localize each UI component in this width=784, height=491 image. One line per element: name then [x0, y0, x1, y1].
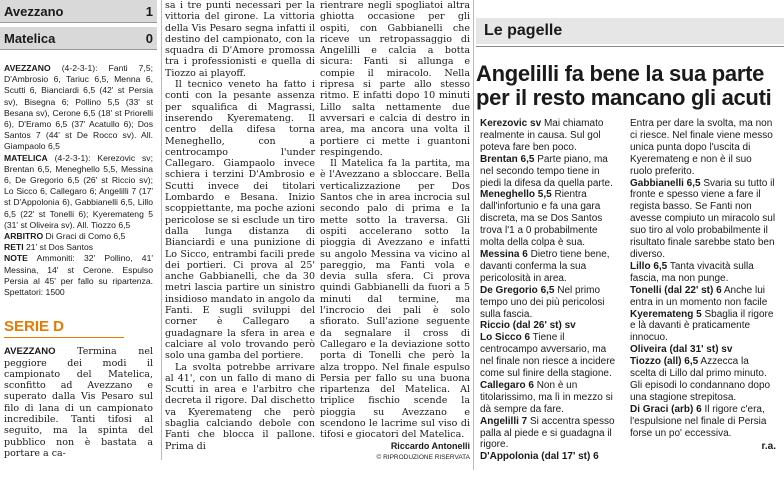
player-rating [630, 285, 776, 309]
player-name-rating: Riccio (dal 26' st) sv [480, 320, 576, 332]
article-paragraph: rientrare negli spogliatoi altra ghiotta occasione per gli ospiti, con Gabbianelli che riceve un retropassaggio di Angelilli e calcia a botta sicura: Fanti si allunga e compie il miracolo. Nella ripresa si parte allo stesso ritmo. E infatti dopo 10 minuti Lillo salta nettamente due avversari e calcia di destro in area, ma ancora una volta il portiere ci mette i guantoni respingendo. [320, 0, 470, 158]
lineup-home-head: AVEZZANO [4, 63, 51, 73]
player-rating [630, 261, 776, 285]
home-score: 1 [145, 4, 153, 19]
pagelle-header [476, 18, 784, 44]
divider [476, 46, 784, 47]
copyright-notice: © RIPRODUZIONE RISERVATA [376, 453, 470, 461]
article-dateline: AVEZZANO [4, 346, 56, 358]
player-name-rating: De Gregorio 6,5 [480, 284, 555, 296]
score-row-away [0, 23, 157, 50]
player-name-rating: Tiozzo (all) 6,5 [630, 356, 699, 368]
player-comment: Nel primo tempo uno dei più pericolosi sulla fascia. [480, 284, 605, 320]
away-score: 0 [145, 31, 153, 46]
player-name-rating: Kerezovic sv [480, 118, 542, 129]
player-rating [630, 356, 776, 404]
player-name-rating: Angelilli 7 [480, 415, 528, 427]
pagelle-initials: r.a. [761, 441, 776, 453]
pagelle-title: Le pagelle [484, 22, 563, 39]
player-name-rating: Lo Sicco 6 [480, 332, 531, 344]
player-rating [480, 189, 622, 249]
section-label: SERIE D [4, 318, 124, 338]
player-rating [480, 451, 622, 463]
player-comment: Si accentra spesso palla al piede e si guadagna il rigore. [480, 415, 615, 451]
article-column-2 [165, 0, 315, 452]
player-name-rating: Lillo 6,5 [630, 260, 668, 272]
article-lead: Termina nel peggiore dei modi il campionato del Matelica, sconfitto ad Avezzano e superato dalla Vis Pesaro sul filo di lana di un campionato incredibile. Tanti tifosi al seguito, ma la spinta del pubblico non è bastata a portare a ca- [4, 346, 153, 459]
notes-head: NOTE [4, 253, 28, 264]
goals: 21' st Dos Santos [25, 242, 94, 253]
player-comment: Non è un titolarissimo, ma lì in mezzo si dà sempre da fare. [480, 379, 613, 415]
tabellino-column [0, 0, 157, 459]
home-team: Avezzano [4, 4, 64, 19]
player-rating [480, 320, 622, 332]
player-rating [480, 332, 622, 380]
player-rating [630, 344, 776, 356]
article-paragraph: La svolta potrebbe arrivare al 41', con un fallo di mano di Scutti in area e l'arbitro che decreta il rigore. Dal dischetto va Kyeremateng che però sbaglia calciando debole con Fanti che blocca il pallone. Prima di [165, 361, 315, 452]
player-comment: Parte piano, ma nel secondo tempo tiene in piedi la difesa da quella parte. [480, 153, 613, 189]
player-rating [480, 380, 622, 416]
player-name-rating: Oliveira (dal 31' st) sv [630, 344, 733, 356]
away-team: Matelica [4, 31, 56, 46]
player-rating [480, 118, 622, 154]
player-comment: Svaria su tutto il fronte e spesso viene a fare il regista basso. Se Fanti non avesse compiuto un miracolo sul suo tiro al volo probabilmente il risultato finale sarebbe stato ben diverso. [630, 177, 776, 260]
player-comment: Dietro tiene bene, davanti conferma la sua pericolosità in area. [480, 248, 610, 284]
player-name-rating: Messina 6 [480, 248, 528, 260]
player-name-rating: Brentan 6,5 [480, 153, 535, 165]
article-column-3 [320, 0, 470, 463]
player-rating [480, 249, 622, 285]
player-comment: Azzecca la scelta di Lillo dal primo minuto. Gli episodi lo condannano dopo una stagione strepitosa. [630, 356, 771, 403]
article-paragraph: Il tecnico veneto ha fatto i conti con la pesante assenza per squalifica di Magrassi, inserendo Kyeremateng. Il centro della difesa torna Meneghello, con a centrocampo l'under Callegaro. Giampaolo invece schiera i terzini D'Ambrosio e Scutti invece dei titolari Lombardo e Besana. Inizio scoppiettante, ma poche azioni pericolose se si esclude un tiro dalla lunga distanza di Bianciardi e una punizione di Lo Sicco, entrambi facili prede dei portieri. Ci prova al 25' anche Gabbianelli, che da 30 metri lascia partire un sinistro insidioso mandato in angolo da Fanti. E sugli sviluppi del corner è Callegaro a guadagnare la sfera in area e calciare al volo trovando però solo una gamba del portiere. [165, 79, 315, 362]
notes: Ammoniti: 32' Pollino, 41' Messina, 14' st Cerone. Espulso Persia al 45' per fallo su ripartenza. Spettatori: 1500 [4, 253, 153, 298]
lineup-away-head: MATELICA [4, 152, 48, 163]
lineup-text [0, 60, 157, 298]
player-comment: Il rigore c'era, l'espulsione nel finale di Persia forse un po' eccessiva. [630, 403, 767, 439]
player-rating [630, 178, 776, 261]
player-rating [480, 285, 622, 321]
player-name-rating: Callegaro 6 [480, 379, 534, 391]
pagelle-headline: Angelilli fa bene la sua parte per il resto mancano gli acuti [476, 61, 772, 110]
player-rating [630, 309, 776, 345]
article-paragraph: Il Matelica fa la partita, ma è l'Avezzano a sbloccare. Bella verticalizzazione per Dos Santos che in area incrocia sul secondo palo di prima e la mette sotto la traversa. Gli ospiti accelerano sotto la pioggia di Avezzano e infatti su angolo Messina va vicino al pareggio, ma Fanti vola e devia sulla sfera. Ci prova quindi Gabbianelli da fuori a 5 minuti dal termine, ma l'incrocio dei pali è solo sfiorato. Sull'azione seguente da segnalare il cross di Callegaro e la deviazione sotto porta di Tonelli che però la alza troppo. Nel finale espulso Persia per fallo su una buona ripartenza del Matelica. Al triplice fischio scende la pioggia su Avezzano e scendono le lacrime sul viso di tifosi e giocatori del Matelica. [320, 158, 470, 441]
player-comment: Sbaglia il rigore e là davanti è praticamente innocuo. [630, 308, 774, 344]
referee-head: ARBITRO [4, 231, 44, 242]
player-name-rating: Tonelli (dal 22' st) 6 [630, 284, 722, 296]
player-name-rating: Kyeremateng 5 [630, 308, 702, 320]
player-comment: Tiene il centrocampo avversario, ma nel finale non riesce a incidere come sul finire della stagione. [480, 332, 616, 380]
pagelle-left-column [480, 118, 622, 463]
column-divider [473, 0, 474, 470]
player-name-rating: Di Graci (arb) 6 [630, 403, 702, 415]
player-rating [480, 416, 622, 452]
player-rating [630, 404, 776, 440]
author-signature: Riccardo Antonelli [390, 440, 470, 451]
lineup-away: (4-2-3-1): Kerezovic sv; Brentan 6,5, Meneghello 5,5, Messina 6, De Gregorio 6,5 (26' st Riccio sv); Lo Sicco 6, Callegaro 6; Angelilli 7 (17' st D'Appolonia 6), Gabbianelli 6,5, Lillo 6,5 (22' st Tonelli 6); Kyeremateng 5 (31' st Oliveira sv). All. Tiozzo 6,5 [4, 152, 153, 230]
player-comment: Tanta vivacità sulla fascia, ma non punge. [630, 260, 754, 284]
player-rating [480, 154, 622, 190]
lineup-home: (4-2-3-1): Fanti 7,5; D'Ambrosio 6, Tariuc 6,5, Menna 6, Scutti 6, Bianciardi 6,5 (42' st Persia sv), Bisegna 6; Pollino 5,5 (33' st Besana sv), Cerone 6,5 (18' st Priorelli 6), D'Eramo 6,5 (37' Acatullo 6); Dos Santos 7 (44' st De Rocco sv). All. Giampaolo 6,5 [4, 63, 154, 152]
player-comment: Mai chiamato realmente in causa. Sul gol poteva fare ben poco. [480, 118, 604, 153]
score-row-home [0, 0, 157, 23]
player-name-rating: Gabbianelli 6,5 [630, 177, 701, 189]
referee: Di Graci di Como 6,5 [45, 231, 126, 242]
goals-head: RETI [4, 242, 24, 253]
player-comment: Anche lui entra in un momento non facile [630, 284, 768, 308]
pagelle-right-column [630, 118, 776, 453]
article-column-1 [0, 338, 157, 459]
column-divider [161, 0, 162, 460]
player-comment: Rientra dall'infortunio e fa una gara discreta, ma se Dos Santos trova l'1 a 0 probabilmente molta della colpa è sua. [480, 189, 603, 249]
player-name-rating: D'Appolonia (dal 17' st) 6 [480, 451, 599, 463]
pagelle-entry: Entra per dare la svolta, ma non ci riesce. Nel finale viene messo unica punta dopo l'uscita di Kyeremateng e non è il suo ruolo preferito. [630, 118, 773, 177]
article-paragraph: sa i tre punti necessari per la vittoria del girone. La vittoria della Vis Pesaro segna infatti il destino del campionato, con la squadra di D'Amore promossa tra i professionisti e quella di Tiozzo ai playoff. [165, 0, 315, 79]
player-name-rating: Meneghello 5,5 [480, 189, 552, 201]
